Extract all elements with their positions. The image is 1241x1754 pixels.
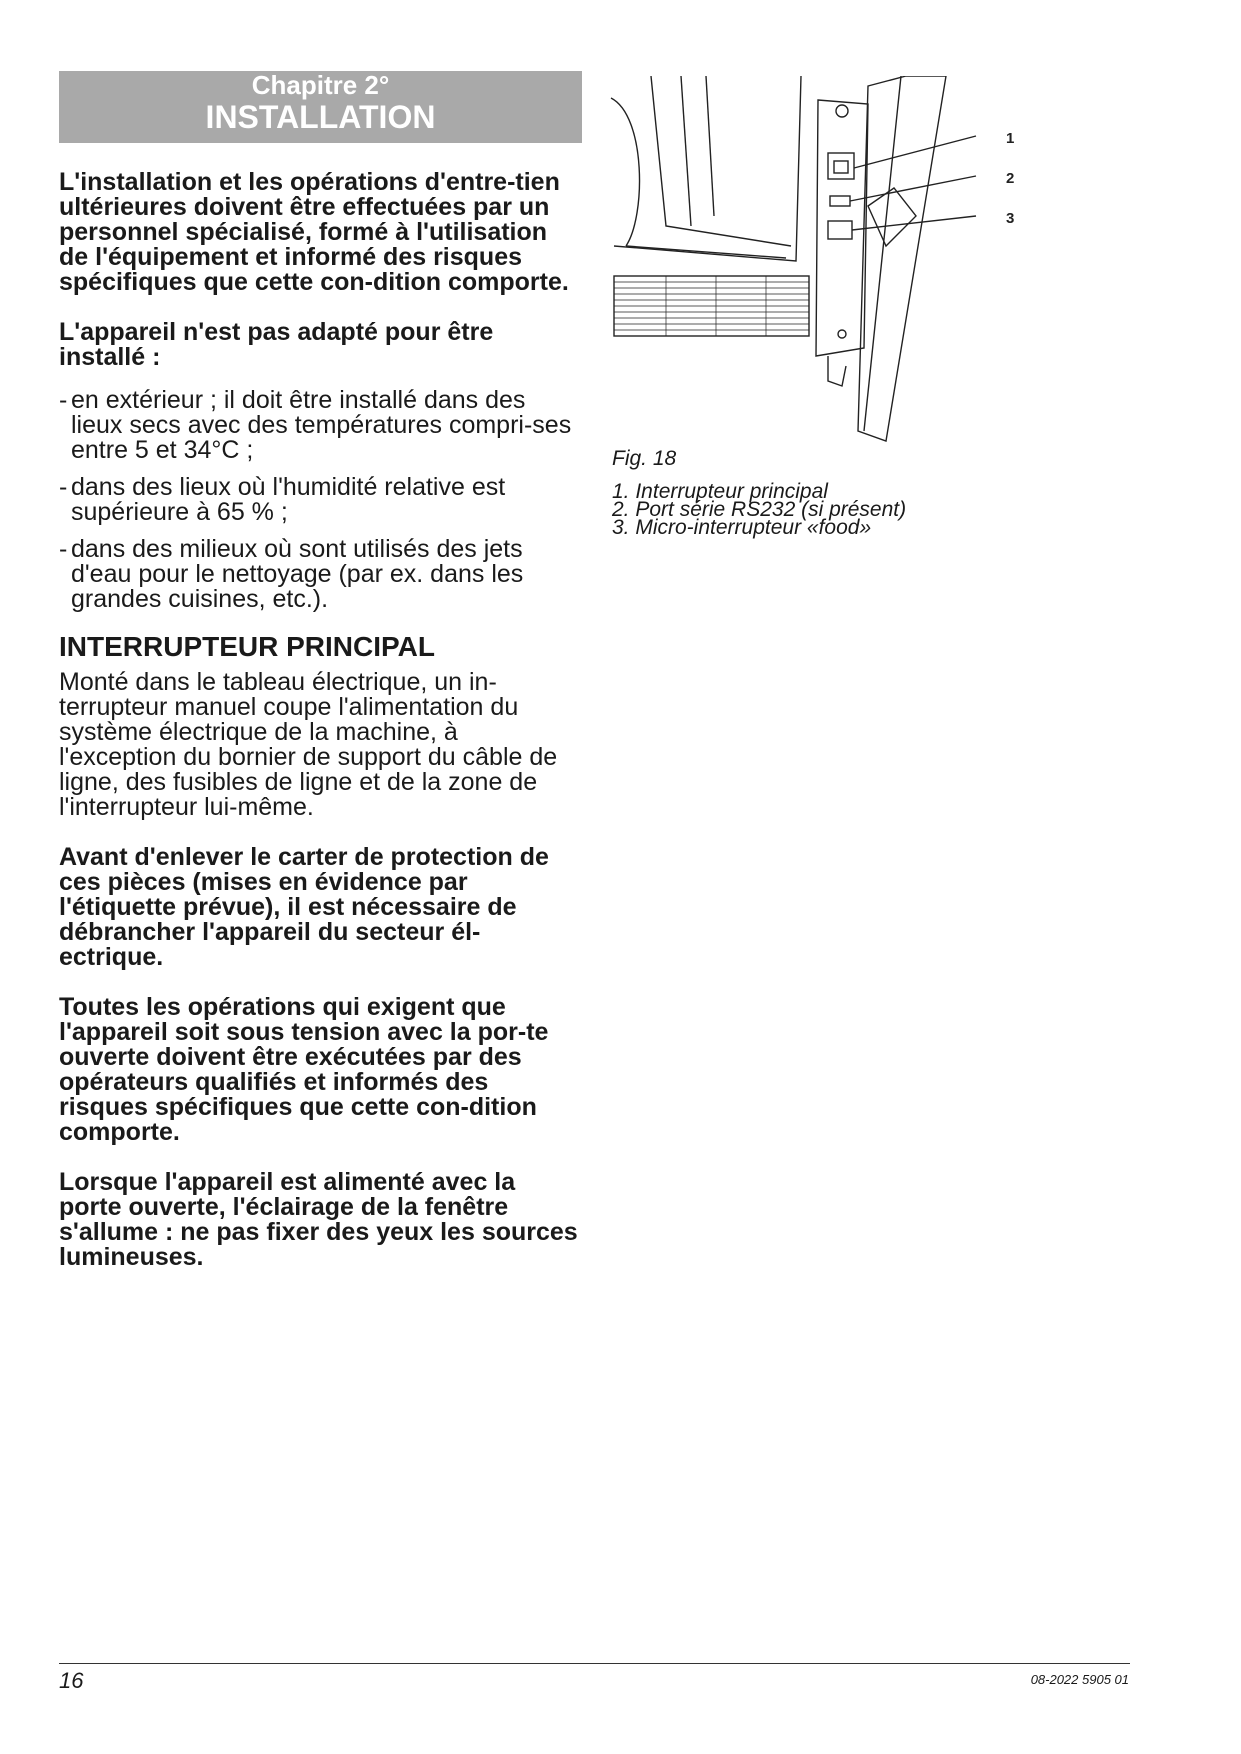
chapter-header <box>59 71 582 143</box>
left-column <box>59 170 579 1295</box>
bullet-item <box>59 388 579 463</box>
bullet-dash: - <box>59 535 68 563</box>
warning-powered-operations: Toutes les opérations qui exigent que l'appareil soit sous tension avec la por-te ouverte doivent être exécutées par des opérateurs qualifiés et informés des risques spécifiques que cette con-dition comporte. <box>59 993 549 1146</box>
callout-3: 3 <box>1006 210 1015 227</box>
intro-paragraph: L'installation et les opérations d'entre-tien ultérieures doivent être effectuées par un personnel spécialisé, formé à l'utilisation de l'équipement et informé des risques spécifiques que cette con-dition comporte. <box>59 168 569 296</box>
page-number: 16 <box>59 1668 84 1693</box>
figure-label: Fig. 18 <box>612 447 677 470</box>
bullet-dash: - <box>59 386 68 414</box>
legend-item: 3. Micro-interrupteur «food» <box>612 516 872 539</box>
section-text: Monté dans le tableau électrique, un in-terrupteur manuel coupe l'alimentation du système électrique de la machine, à l'exception du bornier de support du câble de ligne, des fusibles de ligne et de la zone de l'interrupteur lui-même. <box>59 668 558 821</box>
bullet-text: dans des milieux où sont utilisés des jets d'eau pour le nettoyage (par ex. dans les grandes cuisines, etc.). <box>71 535 524 613</box>
warning-remove-cover: Avant d'enlever le carter de protection de ces pièces (mises en évidence par l'étiquette prévue), il est nécessaire de débrancher l'appareil du secteur él-ectrique. <box>59 843 549 971</box>
document-code: 08-2022 5905 01 <box>1030 1672 1129 1687</box>
bullet-dash: - <box>59 473 68 501</box>
chapter-title: INSTALLATION <box>205 99 436 135</box>
figure-caption <box>612 448 906 537</box>
warning-light-sources: Lorsque l'appareil est alimenté avec la porte ouverte, l'éclairage de la fenêtre s'allume : ne pas fixer des yeux les sources lumineuses. <box>59 1168 578 1271</box>
footer-divider <box>59 1663 1130 1664</box>
bullet-text: en extérieur ; il doit être installé dans des lieux secs avec des températures compri-ses entre 5 et 34°C ; <box>71 386 572 464</box>
figure-18-illustration <box>606 76 1036 446</box>
callout-1: 1 <box>1006 130 1015 147</box>
not-suitable-heading: L'appareil n'est pas adapté pour être installé : <box>59 318 494 371</box>
chapter-label: Chapitre 2° <box>251 70 390 100</box>
bullet-item <box>59 475 579 525</box>
bullet-text: dans des lieux où l'humidité relative est supérieure à 65 % ; <box>71 473 506 526</box>
bullet-item <box>59 537 579 612</box>
callout-2: 2 <box>1006 170 1015 187</box>
section-title: INTERRUPTEUR PRINCIPAL <box>59 631 435 662</box>
legend-item: 2. Port série RS232 (si présent) <box>612 498 907 521</box>
legend-item: 1. Interrupteur principal <box>612 480 828 503</box>
